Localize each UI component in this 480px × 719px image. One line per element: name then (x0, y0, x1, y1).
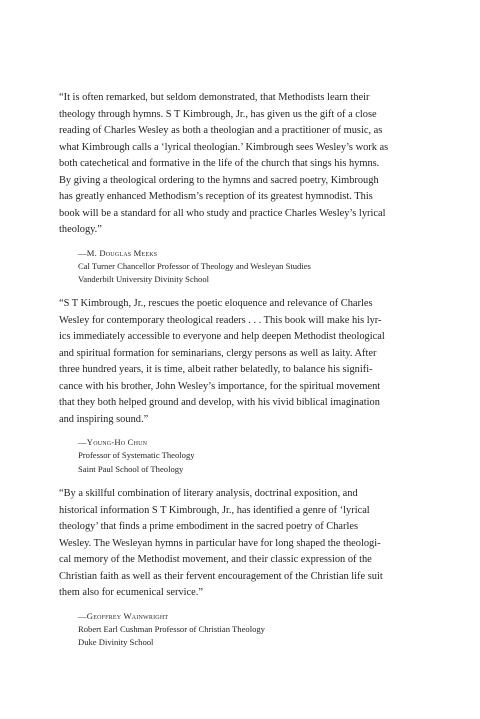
quote-line: cance with his brother, John Wesley’s importance, for the spiritual movement (59, 380, 381, 392)
quote-line: By giving a theological ordering to the hymns and sacred poetry, Kimbrough (59, 174, 379, 186)
quote-line: cal memory of the Methodist movement, and their classic expression of the (59, 554, 372, 565)
quote-line: Christian faith as well as their fervent encouragement of the Christian life suit (59, 570, 383, 582)
endorsement-quote (59, 296, 435, 428)
endorsement-attribution (78, 247, 435, 287)
endorsement-wainwright (59, 486, 435, 650)
quote-line: three hundred years, it is time, albeit rather belatedly, to balance his signifi- (59, 364, 373, 375)
endorsement-meeks (59, 90, 435, 287)
endorser-title: Cal Turner Chancellor Professor of Theology and Wesleyan Studies (78, 260, 311, 271)
quote-line: them also for ecumenical service.” (59, 587, 203, 598)
quote-line: what Kimbrough calls a ‘lyrical theologian.’ Kimbrough sees Wesley’s work as (59, 141, 389, 153)
quote-line: “S T Kimbrough, Jr., rescues the poetic eloquence and relevance of Charles (59, 298, 373, 309)
endorser-name: —Geoffrey Wainwright (78, 610, 169, 621)
quote-line: book will be a standard for all who study and practice Charles Wesley’s lyrical (59, 207, 386, 219)
endorser-title: Robert Earl Cushman Professor of Christian Theology (78, 623, 265, 634)
endorsement-quote (59, 486, 435, 602)
quote-line: that they both helped ground and develop, with his vivid biblical imagination (59, 397, 380, 408)
quote-line: Wesley for contemporary theological readers . . . This book will make his lyr- (59, 314, 382, 326)
quote-line: both catechetical and formative in the life of the church that sings his hymns. (59, 158, 380, 169)
quote-line: “By a skillful combination of literary analysis, doctrinal exposition, and (59, 488, 358, 499)
endorsement-attribution (78, 436, 435, 476)
endorser-institution: Vanderbilt University Divinity School (78, 274, 210, 285)
endorsement-quote (59, 90, 435, 239)
quote-line: Wesley. The Wesleyan hymns in particular have for long shaped the theologi- (59, 537, 381, 549)
quote-line: theology through hymns. S T Kimbrough, Jr., has given us the gift of a close (59, 108, 377, 120)
endorsement-chun (59, 296, 435, 476)
quote-line: ics immediately accessible to everyone and help deepen Methodist theological (59, 331, 385, 342)
quote-line: “It is often remarked, but seldom demonstrated, that Methodists learn their (59, 92, 370, 103)
quote-line: theology’ that finds a prime embodiment in the sacred poetry of Charles (59, 521, 359, 532)
endorser-institution: Saint Paul School of Theology (78, 463, 184, 474)
endorser-name: —Young-Ho Chun (78, 437, 148, 447)
endorser-title: Professor of Systematic Theology (78, 450, 195, 461)
quote-line: reading of Charles Wesley as both a theologian and a practitioner of music, as (59, 125, 383, 136)
quote-line: and inspiring sound.” (59, 413, 149, 425)
quote-line: has greatly enhanced Methodism’s reception of its greatest hymnodist. This (59, 191, 373, 202)
endorser-name: —M. Douglas Meeks (78, 247, 158, 258)
endorser-institution: Duke Divinity School (78, 637, 154, 648)
quote-line: theology.” (59, 224, 102, 235)
quote-line: historical information S T Kimbrough, Jr., has identified a genre of ‘lyrical (59, 504, 370, 516)
endorsement-attribution (78, 610, 435, 650)
quote-line: and spiritual formation for seminarians, clergy persons as well as laity. After (59, 347, 377, 359)
